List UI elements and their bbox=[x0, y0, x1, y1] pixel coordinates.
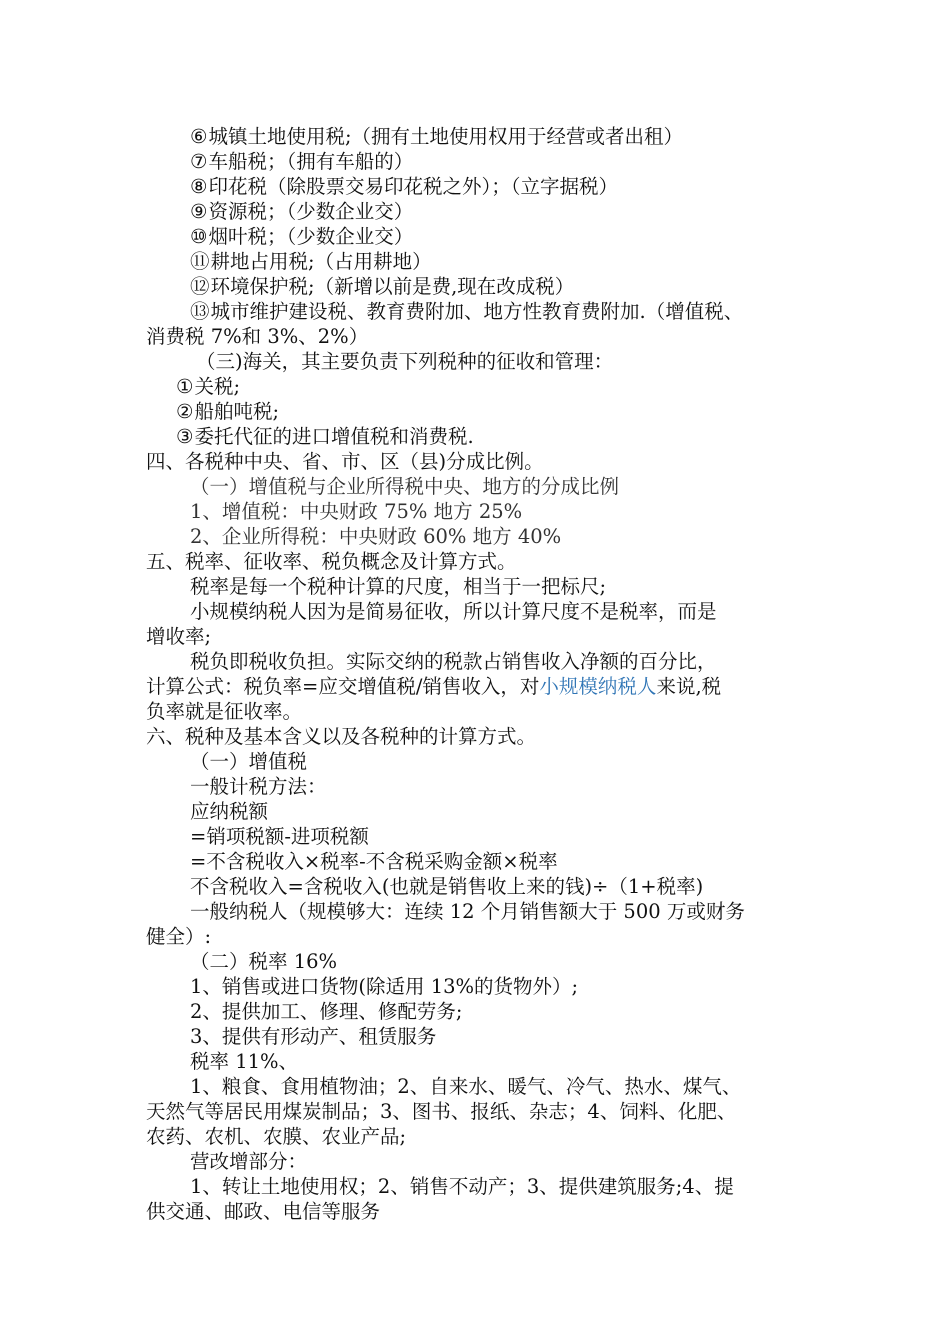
section-heading-5: 五、税率、征收率、税负概念及计算方式。 bbox=[146, 550, 517, 573]
paragraph-line: 天然气等居民用煤炭制品；3、图书、报纸、杂志；4、饲料、化肥、 bbox=[146, 1100, 737, 1123]
list-item-tax-13: ⑬城市维护建设税、教育费附加、地方性教育费附加.（增值税、 bbox=[190, 300, 744, 323]
paragraph-line: 负率就是征收率。 bbox=[146, 700, 303, 723]
formula-line: 不含税收入=含税收入(也就是销售收上来的钱)÷（1+税率) bbox=[190, 875, 704, 898]
paragraph-line: 营改增部分： bbox=[190, 1150, 308, 1173]
list-item-customs-3: ③委托代征的进口增值税和消费税. bbox=[176, 425, 474, 448]
paragraph-line: 一般计税方法： bbox=[190, 775, 327, 798]
subsection-heading: （一）增值税 bbox=[190, 750, 308, 773]
paragraph-line: 1、粮食、食用植物油；2、自来水、暖气、冷气、热水、煤气、 bbox=[190, 1075, 742, 1098]
list-item-tax-12: ⑫环境保护税;（新增以前是费,现在改成税） bbox=[190, 275, 575, 298]
section-heading-customs: （三)海关，其主要负责下列税种的征收和管理： bbox=[196, 350, 614, 373]
small-taxpayer-link[interactable]: 小规模纳税人 bbox=[539, 675, 657, 698]
paragraph-line: 供交通、邮政、电信等服务 bbox=[146, 1200, 381, 1223]
list-item-customs-2: ②船舶吨税; bbox=[176, 400, 280, 423]
section-heading-4: 四、各税种中央、省、市、区（县)分成比例。 bbox=[146, 450, 544, 473]
paragraph-line: 健全）: bbox=[146, 925, 212, 948]
list-item-tax-9: ⑨资源税；（少数企业交） bbox=[190, 200, 414, 223]
paragraph-line: 农药、农机、农膜、农业产品; bbox=[146, 1125, 407, 1148]
paragraph-line: 税负即税收负担。实际交纳的税款占销售收入净额的百分比， bbox=[190, 650, 717, 673]
paragraph-line: 计算公式：税负率=应交增值税/销售收入，对小规模纳税人来说,税 bbox=[146, 675, 722, 698]
list-item-tax-10: ⑩烟叶税；（少数企业交） bbox=[190, 225, 414, 248]
formula-line: =销项税额-进项税额 bbox=[190, 825, 369, 848]
formula-line: =不含税收入×税率-不含税采购金额×税率 bbox=[190, 850, 558, 873]
paragraph-line: 1、销售或进口货物(除适用 13%的货物外）; bbox=[190, 975, 579, 998]
paragraph-line: 1、转让土地使用权；2、销售不动产；3、提供建筑服务;4、提 bbox=[190, 1175, 734, 1198]
paragraph-line: 一般纳税人（规模够大：连续 12 个月销售额大于 500 万或财务 bbox=[190, 900, 745, 923]
list-item-tax-7: ⑦车船税；（拥有车船的） bbox=[190, 150, 414, 173]
list-item-customs-1: ①关税; bbox=[176, 375, 241, 398]
paragraph-line: 2、企业所得税：中央财政 60% 地方 40% bbox=[190, 525, 562, 548]
paragraph-line: 1、增值税：中央财政 75% 地方 25% bbox=[190, 500, 523, 523]
paragraph-line: 3、提供有形动产、租赁服务 bbox=[190, 1025, 437, 1048]
paragraph-line: 应纳税额 bbox=[190, 800, 269, 823]
list-item-tax-11: ⑪耕地占用税;（占用耕地） bbox=[190, 250, 432, 273]
paragraph-line: 税率 11%、 bbox=[190, 1050, 299, 1073]
subsection-heading: （二）税率 16% bbox=[190, 950, 338, 973]
paragraph-line: 2、提供加工、修理、修配劳务; bbox=[190, 1000, 463, 1023]
section-heading-6: 六、税种及基本含义以及各税种的计算方式。 bbox=[146, 725, 537, 748]
list-item-tax-6: ⑥城镇土地使用税;（拥有土地使用权用于经营或者出租） bbox=[190, 125, 684, 148]
list-item-tax-8: ⑧印花税（除股票交易印花税之外）；（立字据税） bbox=[190, 175, 618, 198]
paragraph-line: 消费税 7%和 3%、2%） bbox=[146, 325, 369, 348]
subsection-heading: （一）增值税与企业所得税中央、地方的分成比例 bbox=[190, 475, 620, 498]
paragraph-line: 小规模纳税人因为是简易征收，所以计算尺度不是税率，而是 bbox=[190, 600, 717, 623]
paragraph-line: 税率是每一个税种计算的尺度，相当于一把标尺; bbox=[190, 575, 607, 598]
paragraph-line: 增收率; bbox=[146, 625, 212, 648]
